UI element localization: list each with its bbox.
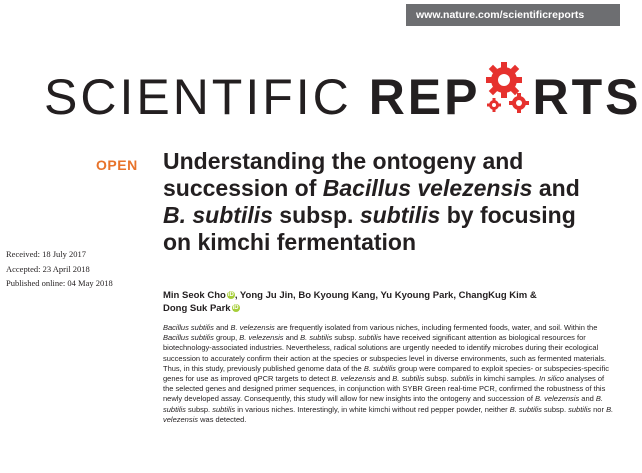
abstract-text-run: nor	[591, 404, 607, 414]
received-date: Received: 18 July 2017	[6, 249, 87, 259]
article-title	[163, 148, 603, 256]
abstract-text-run: analyses of the selected genes and designed primer sequences, in conjunction with SYBR Green real-time PCR, confirmed the robustness of this newly developed assay. Consequently, this study will allow for new insights into the ontogeny and succession of	[163, 374, 606, 404]
orcid-icon[interactable]: iD	[232, 305, 239, 312]
title-part: and	[532, 175, 580, 201]
abstract-italic-term: In silico	[539, 374, 565, 384]
abstract-italic-term: subtilis	[212, 404, 236, 414]
title-part: Bacillus velezensis	[322, 175, 533, 201]
abstract-italic-term: Bacillus subtilis	[163, 323, 214, 332]
abstract-italic-term: B. velezensis	[535, 394, 580, 404]
abstract-text-run: was detected.	[198, 414, 247, 424]
abstract-text-run: subsp.	[541, 404, 569, 414]
abstract-text-run: have received significant attention as biological resources for biotechnology-associated industries. Nevertheless, radical solutions are urgently needed to identify microbes during their ecological succession to accurately confirm their action at the species or subspecies level in diverse environments, such as fermented materials. Thus, in this study, previously published genome data of the	[163, 333, 607, 373]
title-part: B. subtilis	[163, 202, 273, 228]
title-part: subsp.	[272, 202, 360, 228]
abstract-italic-term: subtilis	[450, 374, 474, 384]
open-access-label: OPEN	[96, 157, 138, 173]
journal-url[interactable]: www.nature.com/scientificreports	[416, 9, 585, 21]
gears-logo-icon	[483, 58, 531, 134]
abstract-italic-term: B. subtilis	[392, 374, 425, 384]
abstract-text	[163, 323, 615, 425]
abstract-text-run: subsp.	[332, 333, 359, 343]
abstract-italic-term: B. subtilis	[300, 333, 333, 343]
abstract-text-run: and	[375, 374, 393, 384]
abstract-italic-term: B. velezensis	[163, 404, 614, 424]
author-name[interactable]: Min Seok Cho	[163, 290, 226, 301]
abstract-text-run: subsp.	[424, 374, 451, 384]
abstract-italic-term: B. velezensis	[331, 374, 376, 384]
journal-masthead	[44, 62, 642, 132]
abstract-text-run: group,	[213, 333, 240, 343]
abstract-italic-term: B. subtilis	[163, 394, 603, 414]
abstract-italic-term: B. subtilis	[363, 363, 396, 373]
abstract-text-run: in kimchi samples.	[473, 374, 540, 384]
article-dates	[6, 247, 156, 291]
published-date: Published online: 04 May 2018	[6, 278, 113, 288]
journal-url-bar[interactable]	[406, 4, 620, 26]
masthead-bold-text-post: RTS	[532, 69, 642, 125]
abstract-italic-term: subtilis	[358, 333, 382, 343]
abstract-italic-term: B. velezensis	[230, 323, 275, 332]
abstract-text-run: are frequently isolated from various niches, including fermented foods, water, and soil. Within the	[274, 323, 598, 332]
masthead-light-text: SCIENTIFIC	[44, 69, 369, 125]
abstract-text-run: and	[213, 323, 231, 332]
abstract-italic-term: Bacillus subtilis	[163, 333, 214, 343]
masthead-bold-text-pre: REP	[368, 69, 481, 125]
title-part: Understanding the ontogeny and succession of	[163, 148, 524, 201]
author-names[interactable]: , Yong Ju Jin, Bo Kyoung Kang, Yu Kyoung Park, ChangKug Kim &	[234, 290, 537, 301]
abstract-italic-term: subtilis	[568, 404, 592, 414]
abstract-text-run: and	[283, 333, 301, 343]
abstract-italic-term: B. subtilis	[509, 404, 542, 414]
abstract-italic-term: B. velezensis	[239, 333, 284, 343]
orcid-icon[interactable]: iD	[227, 292, 234, 299]
title-part: by focusing on kimchi fermentation	[163, 202, 576, 255]
author-list	[163, 289, 573, 315]
accepted-date: Accepted: 23 April 2018	[6, 263, 90, 274]
abstract-text-run: and	[579, 394, 596, 404]
author-name[interactable]: Dong Suk Park	[163, 303, 231, 314]
abstract-text-run: group were compared to exploit species- or subspecies-specific genes for use as improved qPCR targets to detect	[163, 363, 609, 384]
abstract-text-run: subsp.	[185, 404, 213, 414]
title-part: subtilis	[359, 202, 441, 228]
abstract-text-run: in various niches. Interestingly, in white kimchi without red pepper powder, neither	[235, 404, 510, 414]
